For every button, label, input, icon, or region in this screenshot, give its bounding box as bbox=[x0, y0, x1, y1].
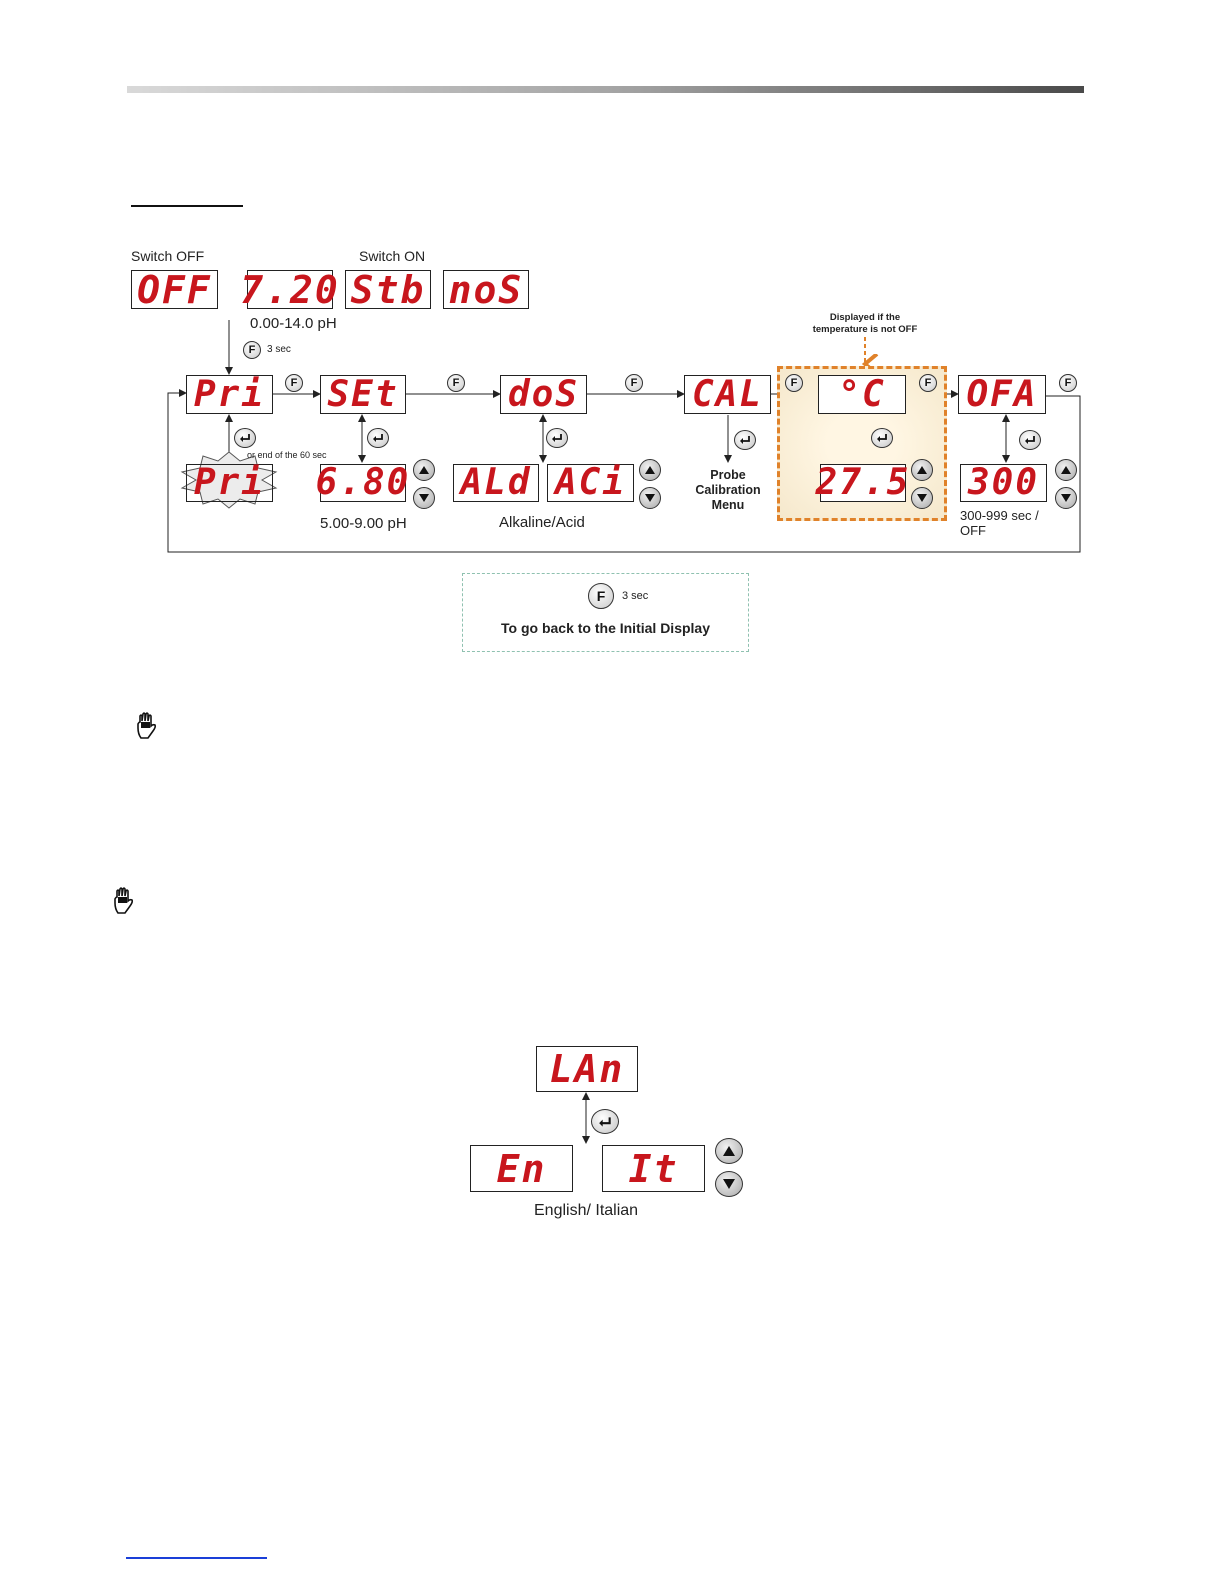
display-aci: ACi bbox=[547, 464, 634, 502]
note-text: To go back to the Initial Display bbox=[501, 620, 710, 636]
display-nos: noS bbox=[443, 270, 529, 309]
ofa-range-line2: OFF bbox=[960, 523, 986, 538]
display-stb: Stb bbox=[345, 270, 431, 309]
setpoint-range-label: 5.00-9.00 pH bbox=[320, 515, 407, 532]
down-arrow-icon bbox=[639, 487, 661, 509]
display-off: OFF bbox=[131, 270, 218, 309]
enter-icon bbox=[1019, 430, 1041, 450]
enter-icon bbox=[734, 430, 756, 450]
display-lan: LAn bbox=[536, 1046, 638, 1092]
hand-warning-icon bbox=[110, 887, 136, 915]
footer-link-rule bbox=[126, 1557, 267, 1559]
down-arrow-icon bbox=[1055, 487, 1077, 509]
down-arrow-icon bbox=[715, 1171, 743, 1197]
f-button-icon: F bbox=[447, 374, 465, 392]
hand-warning-icon bbox=[133, 712, 159, 740]
temp-note-line1: Displayed if the bbox=[829, 312, 901, 323]
display-en: En bbox=[470, 1145, 573, 1192]
display-cal: CAL bbox=[684, 375, 771, 414]
display-it: It bbox=[602, 1145, 705, 1192]
display-degc: °C bbox=[818, 375, 906, 414]
f-button-icon: F bbox=[919, 374, 937, 392]
down-arrow-icon bbox=[911, 487, 933, 509]
language-caption: English/ Italian bbox=[534, 1202, 639, 1219]
up-arrow-icon bbox=[413, 459, 435, 481]
enter-icon bbox=[546, 428, 568, 448]
ph-range-label: 0.00-14.0 pH bbox=[250, 315, 337, 332]
display-set: SEt bbox=[320, 375, 406, 414]
f-button-icon: F bbox=[588, 583, 614, 609]
probe-cal-line3: Menu bbox=[711, 498, 745, 512]
display-ofa: OFA bbox=[958, 375, 1046, 414]
switch-on-label: Switch ON bbox=[359, 248, 426, 264]
f-button-icon: F bbox=[625, 374, 643, 392]
up-arrow-icon bbox=[639, 459, 661, 481]
end-60sec-label: or end of the 60 sec bbox=[247, 450, 327, 460]
probe-cal-line1: Probe bbox=[710, 468, 746, 482]
display-ofa-value: 300 bbox=[960, 464, 1047, 502]
temp-note-line2: temperature is not OFF bbox=[812, 324, 918, 335]
display-pri: Pri bbox=[186, 375, 273, 414]
f-button-icon: F bbox=[785, 374, 803, 392]
up-arrow-icon bbox=[715, 1138, 743, 1164]
down-arrow-icon bbox=[413, 487, 435, 509]
hold-3sec-label: 3 sec bbox=[267, 344, 291, 355]
f-button-icon: F bbox=[1059, 374, 1077, 392]
probe-cal-line2: Calibration bbox=[695, 483, 761, 497]
f-button-icon: F bbox=[285, 374, 303, 392]
ofa-range-line1: 300-999 sec / bbox=[960, 508, 1039, 523]
display-temperature-value: 27.5 bbox=[815, 462, 911, 503]
display-pri-blinking: Pri bbox=[186, 464, 273, 502]
switch-off-label: Switch OFF bbox=[131, 248, 205, 264]
display-ald: ALd bbox=[453, 464, 539, 502]
display-setpoint-value: 6.80 bbox=[315, 462, 411, 503]
note-3sec-label: 3 sec bbox=[622, 590, 649, 602]
enter-icon bbox=[367, 428, 389, 448]
dosing-mode-label: Alkaline/Acid bbox=[499, 514, 585, 531]
enter-icon bbox=[871, 428, 893, 448]
up-arrow-icon bbox=[1055, 459, 1077, 481]
display-ph-reading: 7.20 bbox=[240, 267, 340, 312]
up-arrow-icon bbox=[911, 459, 933, 481]
enter-icon bbox=[234, 428, 256, 448]
display-dos: doS bbox=[500, 375, 587, 414]
enter-icon bbox=[591, 1109, 619, 1134]
f-button-icon: F bbox=[243, 341, 261, 359]
